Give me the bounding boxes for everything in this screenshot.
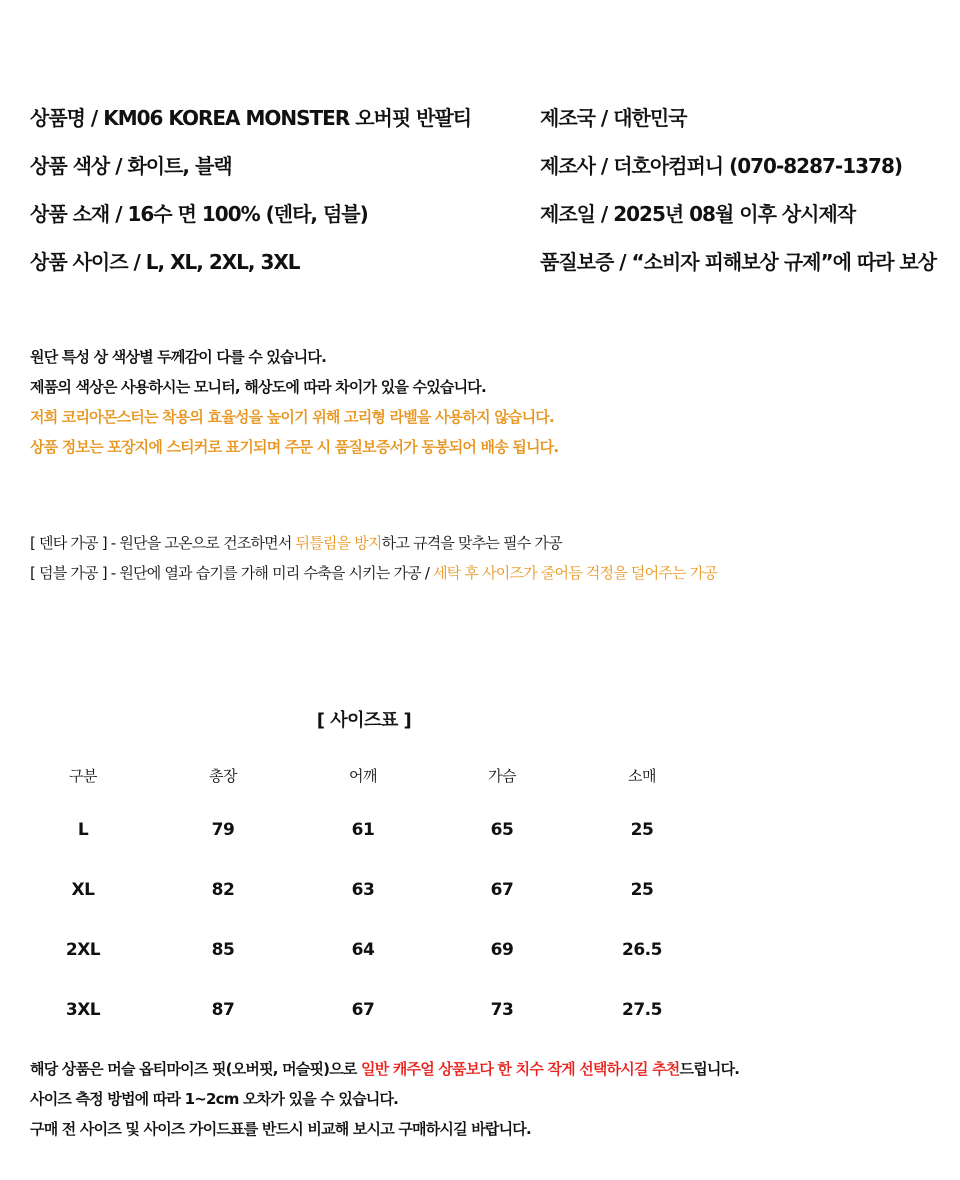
denta-desc-a: [ 덴타 가공 ] - 원단을 고온으로 건조하면서 bbox=[30, 534, 296, 552]
cell-sleeve: 25 bbox=[630, 880, 654, 900]
cell-length: 87 bbox=[211, 1000, 235, 1020]
note-thickness: 원단 특성 상 색상별 두께감이 다를 수 있습니다. bbox=[30, 348, 326, 366]
cell-sleeve: 27.5 bbox=[622, 1000, 662, 1020]
measurement-note: 사이즈 측정 방법에 따라 1~2cm 오차가 있을 수 있습니다. bbox=[30, 1090, 399, 1108]
cell-shoulder: 64 bbox=[351, 940, 375, 960]
cell-length: 82 bbox=[211, 880, 235, 900]
product-material: 상품 소재 / 16수 면 100% (덴타, 덤블) bbox=[30, 202, 368, 226]
country-of-origin: 제조국 / 대한민국 bbox=[540, 106, 687, 130]
manufacture-date: 제조일 / 2025년 08월 이후 상시제작 bbox=[540, 202, 856, 226]
header-shoulder: 어깨 bbox=[349, 767, 377, 785]
cell-chest: 73 bbox=[490, 1000, 514, 1020]
denta-processing bbox=[30, 532, 562, 553]
product-name: 상품명 / KM06 KOREA MONSTER 오버핏 반팔티 bbox=[30, 106, 472, 130]
size-table-title: [ 사이즈표 ] bbox=[316, 710, 412, 731]
tumble-desc-a: [ 덤블 가공 ] - 원단에 열과 습기를 가해 미리 수축을 시키는 가공 / bbox=[30, 564, 434, 582]
product-color: 상품 색상 / 화이트, 블랙 bbox=[30, 154, 232, 178]
cell-sleeve: 25 bbox=[630, 820, 654, 840]
cell-size: 3XL bbox=[65, 1000, 101, 1020]
cell-shoulder: 63 bbox=[351, 880, 375, 900]
denta-highlight: 뒤틀림을 방지 bbox=[295, 534, 382, 552]
fit-desc-a: 해당 상품은 머슬 옵티마이즈 핏(오버핏, 머슬핏)으로 bbox=[30, 1060, 362, 1078]
cell-chest: 69 bbox=[490, 940, 514, 960]
note-color-monitor: 제품의 색상은 사용하시는 모니터, 해상도에 따라 차이가 있을 수있습니다. bbox=[30, 378, 486, 396]
fit-desc-c: 드립니다. bbox=[679, 1060, 740, 1078]
quality-warranty: 품질보증 / “소비자 피해보상 규제”에 따라 보상 bbox=[540, 250, 937, 274]
cell-shoulder: 61 bbox=[351, 820, 375, 840]
cell-chest: 65 bbox=[490, 820, 514, 840]
cell-length: 85 bbox=[211, 940, 235, 960]
cell-size: 2XL bbox=[65, 940, 101, 960]
cell-chest: 67 bbox=[490, 880, 514, 900]
fit-highlight: 일반 캐주얼 상품보다 한 치수 작게 선택하시길 추천 bbox=[361, 1060, 680, 1078]
header-category: 구분 bbox=[69, 767, 97, 785]
header-length: 총장 bbox=[209, 767, 237, 785]
product-sizes: 상품 사이즈 / L, XL, 2XL, 3XL bbox=[30, 250, 300, 274]
note-packaging: 상품 정보는 포장지에 스티커로 표기되며 주문 시 품질보증서가 동봉되어 배송 됩니다. bbox=[30, 438, 559, 456]
fit-recommendation bbox=[30, 1058, 739, 1079]
cell-length: 79 bbox=[211, 820, 235, 840]
header-sleeve: 소매 bbox=[628, 767, 656, 785]
denta-desc-c: 하고 규격을 맞추는 필수 가공 bbox=[381, 534, 562, 552]
compare-guide-note: 구매 전 사이즈 및 사이즈 가이드표를 반드시 비교해 보시고 구매하시길 바랍니다. bbox=[30, 1120, 531, 1138]
cell-sleeve: 26.5 bbox=[622, 940, 662, 960]
cell-size: XL bbox=[71, 880, 95, 900]
tumble-highlight: 세탁 후 사이즈가 줄어듬 걱정을 덜어주는 가공 bbox=[433, 564, 718, 582]
tumble-processing bbox=[30, 562, 717, 583]
note-no-label: 저희 코리아몬스터는 착용의 효율성을 높이기 위해 고리형 라벨을 사용하지 않습니다. bbox=[30, 408, 554, 426]
cell-shoulder: 67 bbox=[351, 1000, 375, 1020]
manufacturer: 제조사 / 더호아컴퍼니 (070-8287-1378) bbox=[540, 154, 903, 178]
header-chest: 가슴 bbox=[488, 767, 516, 785]
cell-size: L bbox=[77, 820, 89, 840]
